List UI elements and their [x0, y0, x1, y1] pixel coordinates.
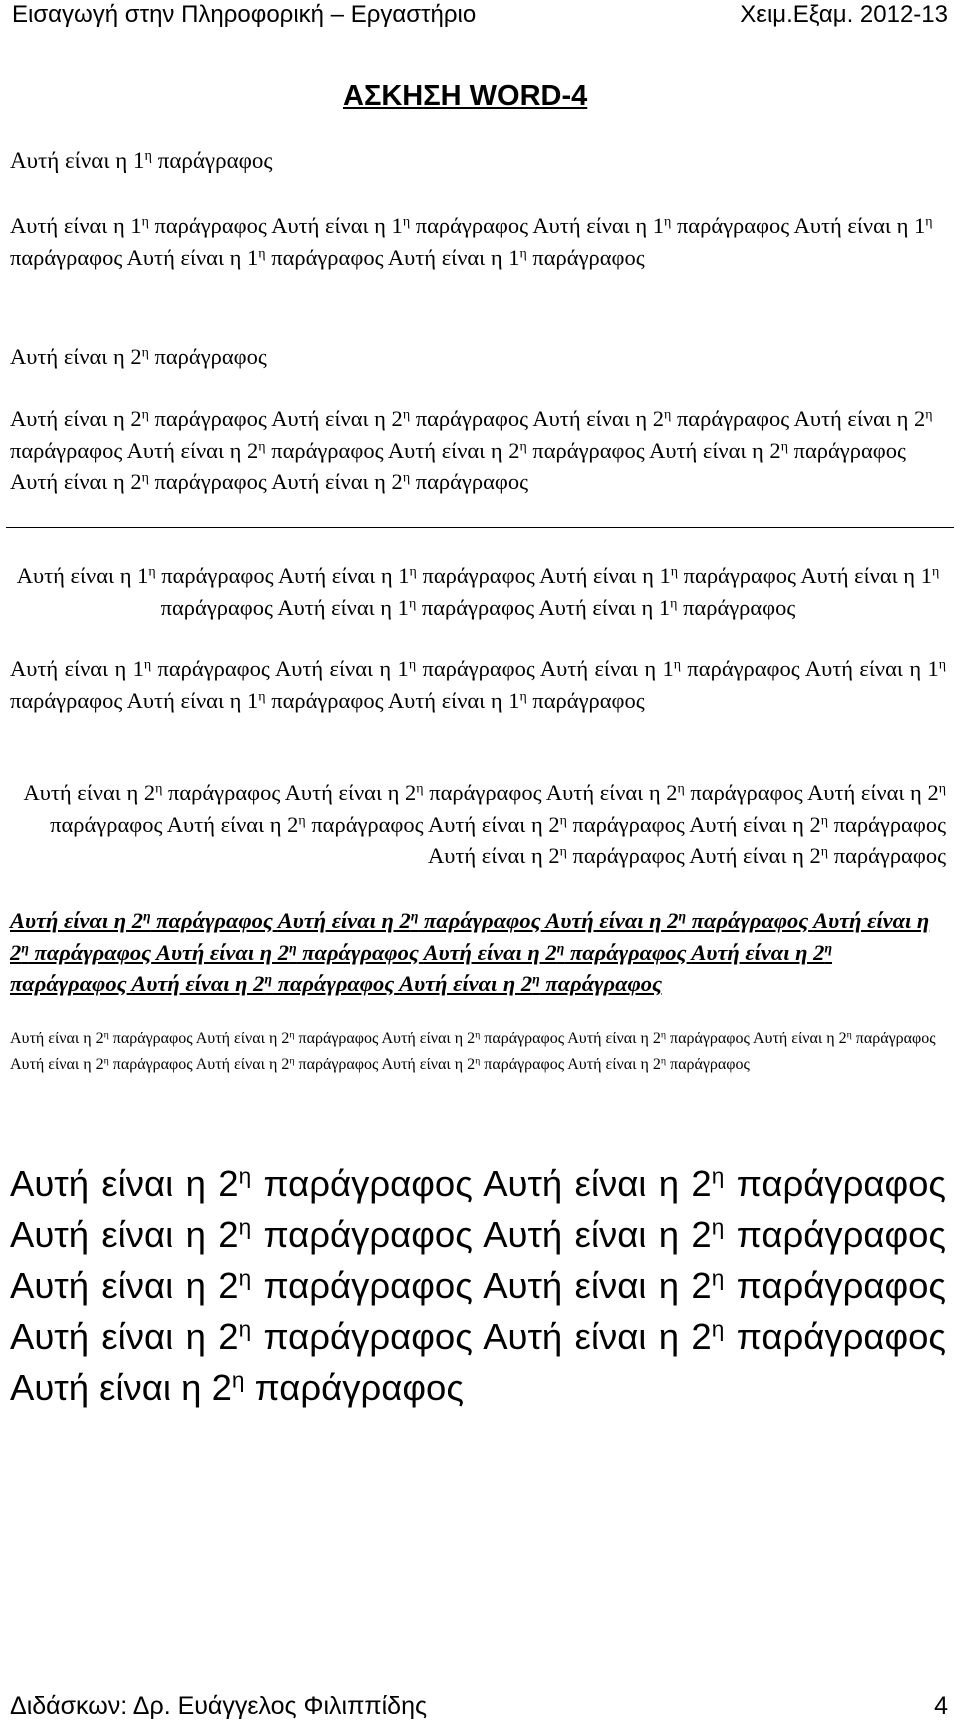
footer-instructor: Διδάσκων: Δρ. Ευάγγελος Φιλιππίδης: [10, 1692, 428, 1720]
ordinal-superscript: η: [519, 688, 527, 704]
ordinal-superscript: η: [824, 940, 833, 956]
ordinal-superscript: η: [519, 438, 527, 454]
ordinal-superscript: η: [238, 1163, 252, 1189]
ordinal-superscript: η: [408, 595, 417, 611]
ordinal-superscript: η: [556, 940, 565, 956]
ordinal-superscript: η: [925, 214, 933, 230]
ordinal-superscript: η: [103, 1029, 109, 1041]
paragraph-large: Αυτή είναι η $2^\eta$ παράγραφος Αυτή είναι η $2^\eta$ παράγραφος Αυτή είναι η $2^\eta$ παράγραφος Αυτή είναι η $2^\eta$ παράγραφος Αυτή είναι η $2^\eta$ παράγραφος Αυτή είναι η $2^\eta$ παράγραφος Αυτή είναι η $2^\eta$ παράγραφος Αυτή είναι η $2^\eta$ παράγραφος Αυτή είναι η $2^\eta$ παράγραφος: [10, 1163, 947, 1408]
ordinal-superscript: η: [711, 1265, 725, 1291]
ordinal-superscript: η: [231, 1367, 245, 1393]
ordinal-superscript: η: [402, 214, 411, 230]
ordinal-superscript: η: [559, 844, 567, 860]
ordinal-superscript: η: [559, 812, 567, 828]
ordinal-superscript: η: [298, 812, 306, 828]
ordinal-superscript: η: [820, 812, 829, 828]
ordinal-superscript: η: [289, 1055, 295, 1067]
ordinal-superscript: η: [664, 407, 672, 423]
paragraph-right-aligned: Αυτή είναι η $2^\eta$ παράγραφος Αυτή είναι η $2^\eta$ παράγραφος Αυτή είναι η $2^\eta$ παράγραφος Αυτή είναι η $2^\eta$ παράγραφος Αυτή είναι η $2^\eta$ παράγραφος Αυτή είναι η $2^\eta$ παράγραφος Αυτή είναι η $2^\eta$ παράγραφος Αυτή είναι η $2^\eta$ παράγραφος Αυτή είναι η $2^\eta$ παράγραφος: [23, 780, 946, 868]
ordinal-superscript: η: [141, 214, 149, 230]
paragraph-1-title: Αυτή είναι η $1^\eta$ παράγραφος: [10, 148, 273, 173]
paragraph-2-body: Αυτή είναι η $2^\eta$ παράγραφος Αυτή είναι η $2^\eta$ παράγραφος Αυτή είναι η $2^\eta$ παράγραφος Αυτή είναι η $2^\eta$ παράγραφος Αυτή είναι η $2^\eta$ παράγραφος Αυτή είναι η $2^\eta$ παράγραφος Αυτή είναι η $2^\eta$ παράγραφος Αυτή είναι η $2^\eta$ παράγραφος Αυτή είναι η $2^\eta$ παράγραφος: [10, 406, 933, 494]
ordinal-superscript: η: [141, 470, 149, 486]
ordinal-superscript: η: [264, 972, 273, 988]
ordinal-superscript: η: [660, 1029, 667, 1041]
paragraph-1-body: Αυτή είναι η $1^\eta$ παράγραφος Αυτή είναι η $1^\eta$ παράγραφος Αυτή είναι η $1^\eta$ παράγραφος Αυτή είναι η $1^\eta$ παράγραφος Αυτή είναι η $1^\eta$ παράγραφος Αυτή είναι η $1^\eta$ παράγραφος: [10, 213, 933, 270]
ordinal-superscript: η: [258, 438, 266, 454]
header-right: Χειμ.Εξαμ. 2012-13: [740, 1, 948, 28]
ordinal-superscript: η: [141, 345, 149, 361]
ordinal-superscript: η: [780, 438, 788, 454]
ordinal-superscript: η: [288, 940, 297, 956]
ordinal-superscript: η: [846, 1029, 852, 1041]
ordinal-superscript: η: [711, 1214, 725, 1240]
ordinal-superscript: η: [820, 844, 829, 860]
page-title: ΑΣΚΗΣΗ WORD-4: [343, 80, 588, 112]
ordinal-superscript: η: [402, 407, 411, 423]
ordinal-superscript: η: [409, 564, 417, 580]
ordinal-superscript: η: [148, 564, 156, 580]
ordinal-superscript: η: [931, 564, 940, 580]
ordinal-superscript: η: [144, 148, 152, 165]
ordinal-superscript: η: [660, 1055, 667, 1067]
ordinal-superscript: η: [677, 781, 685, 797]
ordinal-superscript: η: [402, 470, 411, 486]
ordinal-superscript: η: [532, 972, 540, 988]
ordinal-superscript: η: [711, 1163, 725, 1189]
ordinal-superscript: η: [416, 781, 424, 797]
ordinal-superscript: η: [670, 564, 679, 580]
paragraph-centered: Αυτή είναι η $1^\eta$ παράγραφος Αυτή είναι η $1^\eta$ παράγραφος Αυτή είναι η $1^\eta$ παράγραφος Αυτή είναι η $1^\eta$ παράγραφος Αυτή είναι η $1^\eta$ παράγραφος Αυτή είναι η $1^\eta$ παράγραφος: [16, 563, 940, 620]
page-header: [12, 0, 948, 34]
ordinal-superscript: η: [258, 245, 266, 261]
header-left: Εισαγωγή στην Πληροφορική – Εργαστήριο: [12, 1, 477, 28]
ordinal-superscript: η: [410, 909, 419, 925]
ordinal-superscript: η: [711, 1316, 725, 1342]
ordinal-superscript: η: [664, 214, 672, 230]
ordinal-superscript: η: [143, 909, 151, 925]
ordinal-superscript: η: [258, 688, 266, 704]
ordinal-superscript: η: [103, 1055, 109, 1067]
footer-page-number: 4: [934, 1692, 948, 1720]
ordinal-superscript: η: [238, 1265, 252, 1291]
paragraph-border: [6, 527, 954, 528]
ordinal-superscript: η: [143, 657, 152, 673]
ordinal-superscript: η: [289, 1029, 295, 1041]
ordinal-superscript: η: [670, 595, 678, 611]
paragraph-2-title: Αυτή είναι η $2^\eta$ παράγραφος: [10, 344, 267, 369]
paragraph-bold-italic-underlined: Αυτή είναι η $2^\eta$ παράγραφος Αυτή είναι η $2^\eta$ παράγραφος Αυτή είναι η $2^\eta$ παράγραφος Αυτή είναι η $2^\eta$ παράγραφος Αυτή είναι η $2^\eta$ παράγραφος Αυτή είναι η $2^\eta$ παράγραφος Αυτή είναι η $2^\eta$ παράγραφος Αυτή είναι η $2^\eta$ παράγραφος Αυτή είναι η $2^\eta$ παράγραφος: [10, 908, 930, 996]
ordinal-superscript: η: [475, 1029, 481, 1041]
ordinal-superscript: η: [21, 940, 29, 956]
ordinal-superscript: η: [408, 657, 417, 673]
ordinal-superscript: η: [238, 1214, 252, 1240]
ordinal-superscript: η: [925, 407, 933, 423]
ordinal-superscript: η: [141, 407, 149, 423]
ordinal-superscript: η: [938, 781, 946, 797]
page-footer: [10, 1692, 948, 1721]
ordinal-superscript: η: [475, 1055, 481, 1067]
ordinal-superscript: η: [678, 909, 687, 925]
paragraph-justified: Αυτή είναι η $1^\eta$ παράγραφος Αυτή είναι η $1^\eta$ παράγραφος Αυτή είναι η $1^\eta$ παράγραφος Αυτή είναι η $1^\eta$ παράγραφος Αυτή είναι η $1^\eta$ παράγραφος Αυτή είναι η $1^\eta$ παράγραφος: [10, 656, 947, 713]
ordinal-superscript: η: [155, 781, 163, 797]
paragraph-small: Αυτή είναι η $2^\eta$ παράγραφος Αυτή είναι η $2^\eta$ παράγραφος Αυτή είναι η $2^\eta$ παράγραφος Αυτή είναι η $2^\eta$ παράγραφος Αυτή είναι η $2^\eta$ παράγραφος Αυτή είναι η $2^\eta$ παράγραφος Αυτή είναι η $2^\eta$ παράγραφος Αυτή είναι η $2^\eta$ παράγραφος Αυτή είναι η $2^\eta$ παράγραφος: [10, 1029, 936, 1073]
ordinal-superscript: η: [519, 245, 527, 261]
ordinal-superscript: η: [238, 1316, 252, 1342]
ordinal-superscript: η: [938, 657, 947, 673]
ordinal-superscript: η: [673, 657, 682, 673]
